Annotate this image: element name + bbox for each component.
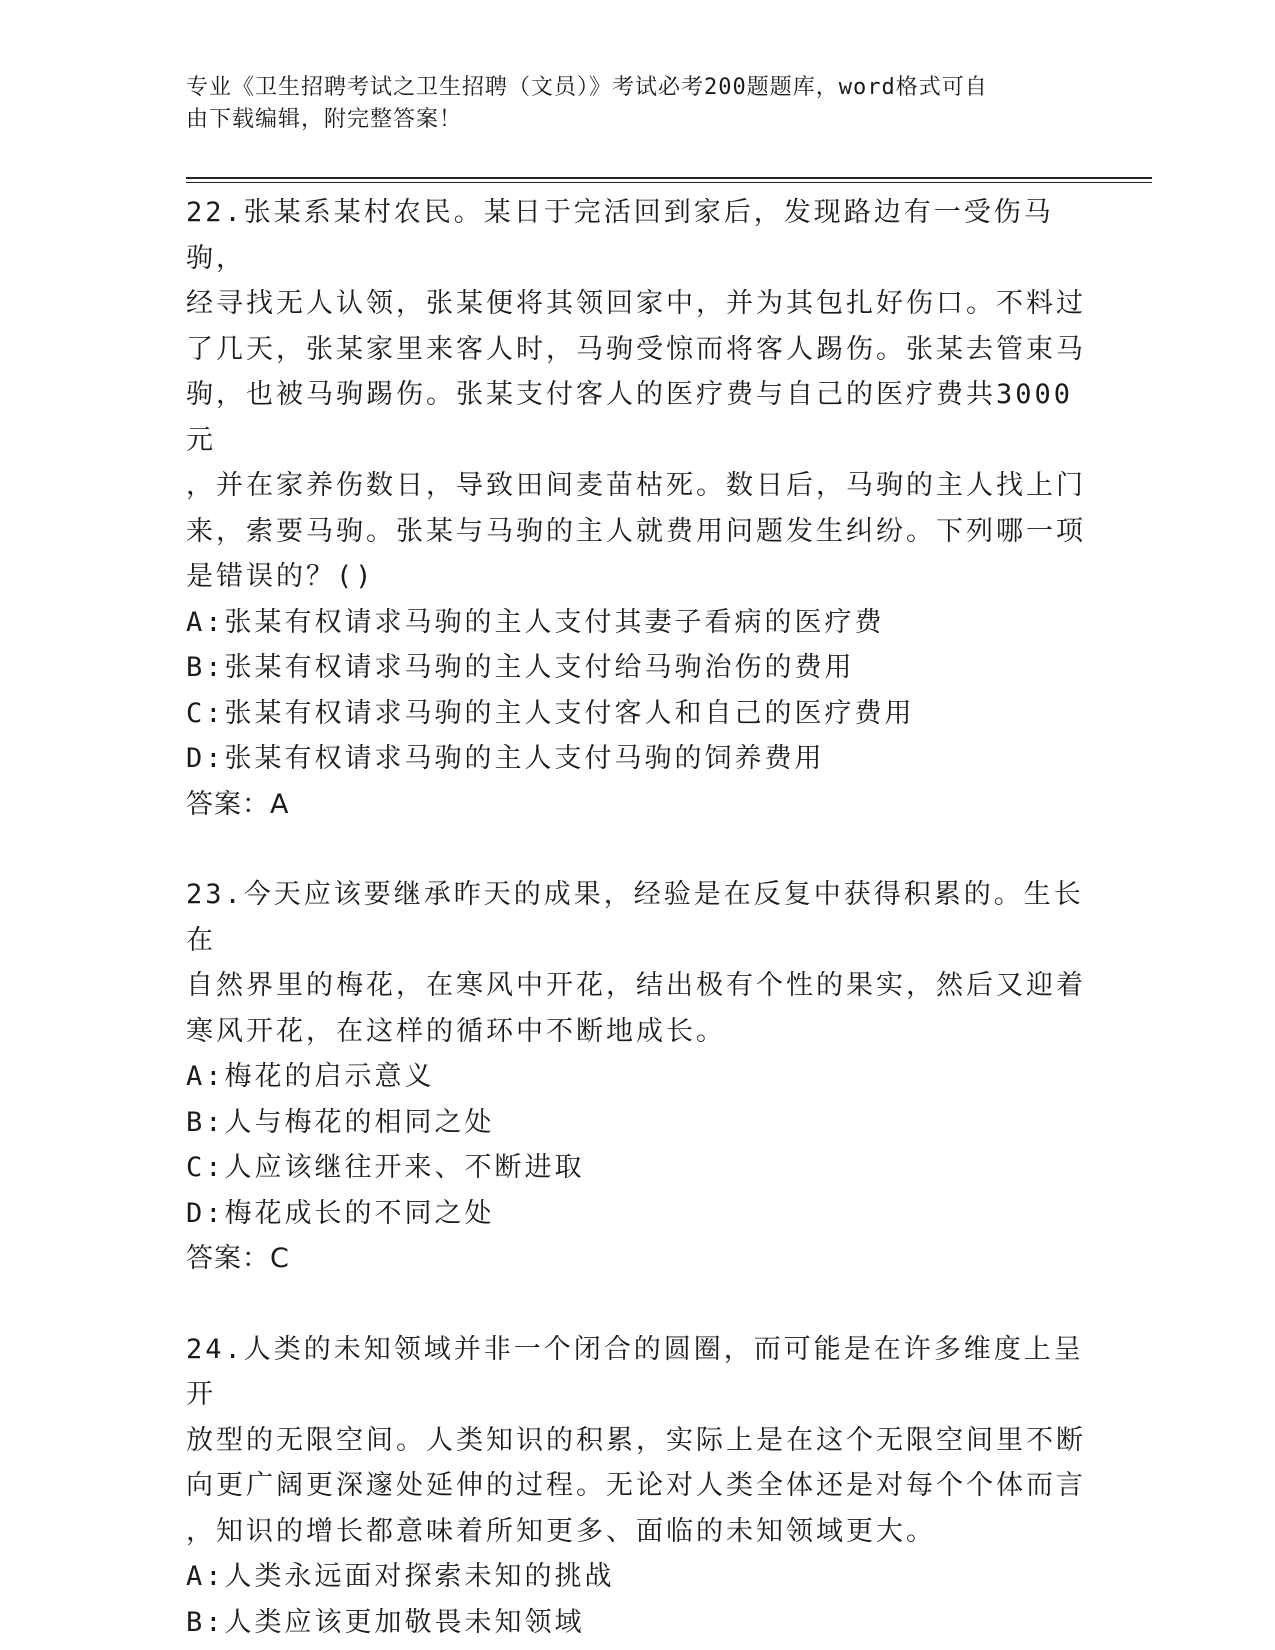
option-b: B:人与梅花的相同之处 [186,1106,495,1138]
question-spacer [186,1282,1086,1327]
option-c: C:人应该继往开来、不断进取 [186,1152,585,1183]
option-a: A:梅花的启示意义 [186,1061,435,1092]
option-d: D:张某有权请求马驹的主人支付马驹的饲养费用 [186,743,825,774]
question-23 [186,872,1086,1282]
answer-line: 答案：A [186,788,290,820]
question-stem: 23.今天应该要继承昨天的成果，经验是在反复中获得积累的。生长在 自然界里的梅花，在寒风中开花，结出极有个性的果实，然后又迎着 寒风开花，在这样的循环中不断地成长。 [186,879,1086,1047]
option-d: D:梅花成长的不同之处 [186,1197,495,1229]
question-stem: 24.人类的未知领域并非一个闭合的圆圈，而可能是在许多维度上呈开 放型的无限空间。人类知识的积累，实际上是在这个无限空间里不断 向更广阔更深邃处延伸的过程。无论对人类全体还是对每个个体而言 ，知识的增长都意味着所知更多、面临的未知领域更大。 [186,1333,1086,1547]
option-b: B:张某有权请求马驹的主人支付给马驹治伤的费用 [186,652,855,683]
question-22 [186,190,1086,827]
document-header: 专业《卫生招聘考试之卫生招聘（文员）》考试必考200题题库，word格式可自 由下载编辑，附完整答案！ [186,75,988,132]
header-divider-thin [186,182,1152,183]
question-list [186,190,1086,1645]
question-stem: 22.张某系某村农民。某日于完活回到家后，发现路边有一受伤马驹， 经寻找无人认领，张某便将其领回家中，并为其包扎好伤口。不料过 了几天，张某家里来客人时，马驹受惊而将客人踢伤。张某去管束马 驹，也被马驹踢伤。张某支付客人的医疗费与自己的医疗费共3000元 ，并在家养伤数日，导致田间麦苗枯死。数日后，马驹的主人找上门 来，索要马驹。张某与马驹的主人就费用问题发生纠纷。下列哪一项 是错误的？() [186,197,1086,592]
option-b: B:人类应该更加敬畏未知领域 [186,1606,585,1638]
option-c: C:张某有权请求马驹的主人支付客人和自己的医疗费用 [186,697,915,729]
header-divider-thick [186,177,1152,179]
question-spacer [186,827,1086,872]
option-a: A:人类永远面对探索未知的挑战 [186,1561,615,1592]
question-24 [186,1327,1086,1646]
answer-line: 答案：C [186,1243,290,1274]
option-a: A:张某有权请求马驹的主人支付其妻子看病的医疗费 [186,606,885,638]
